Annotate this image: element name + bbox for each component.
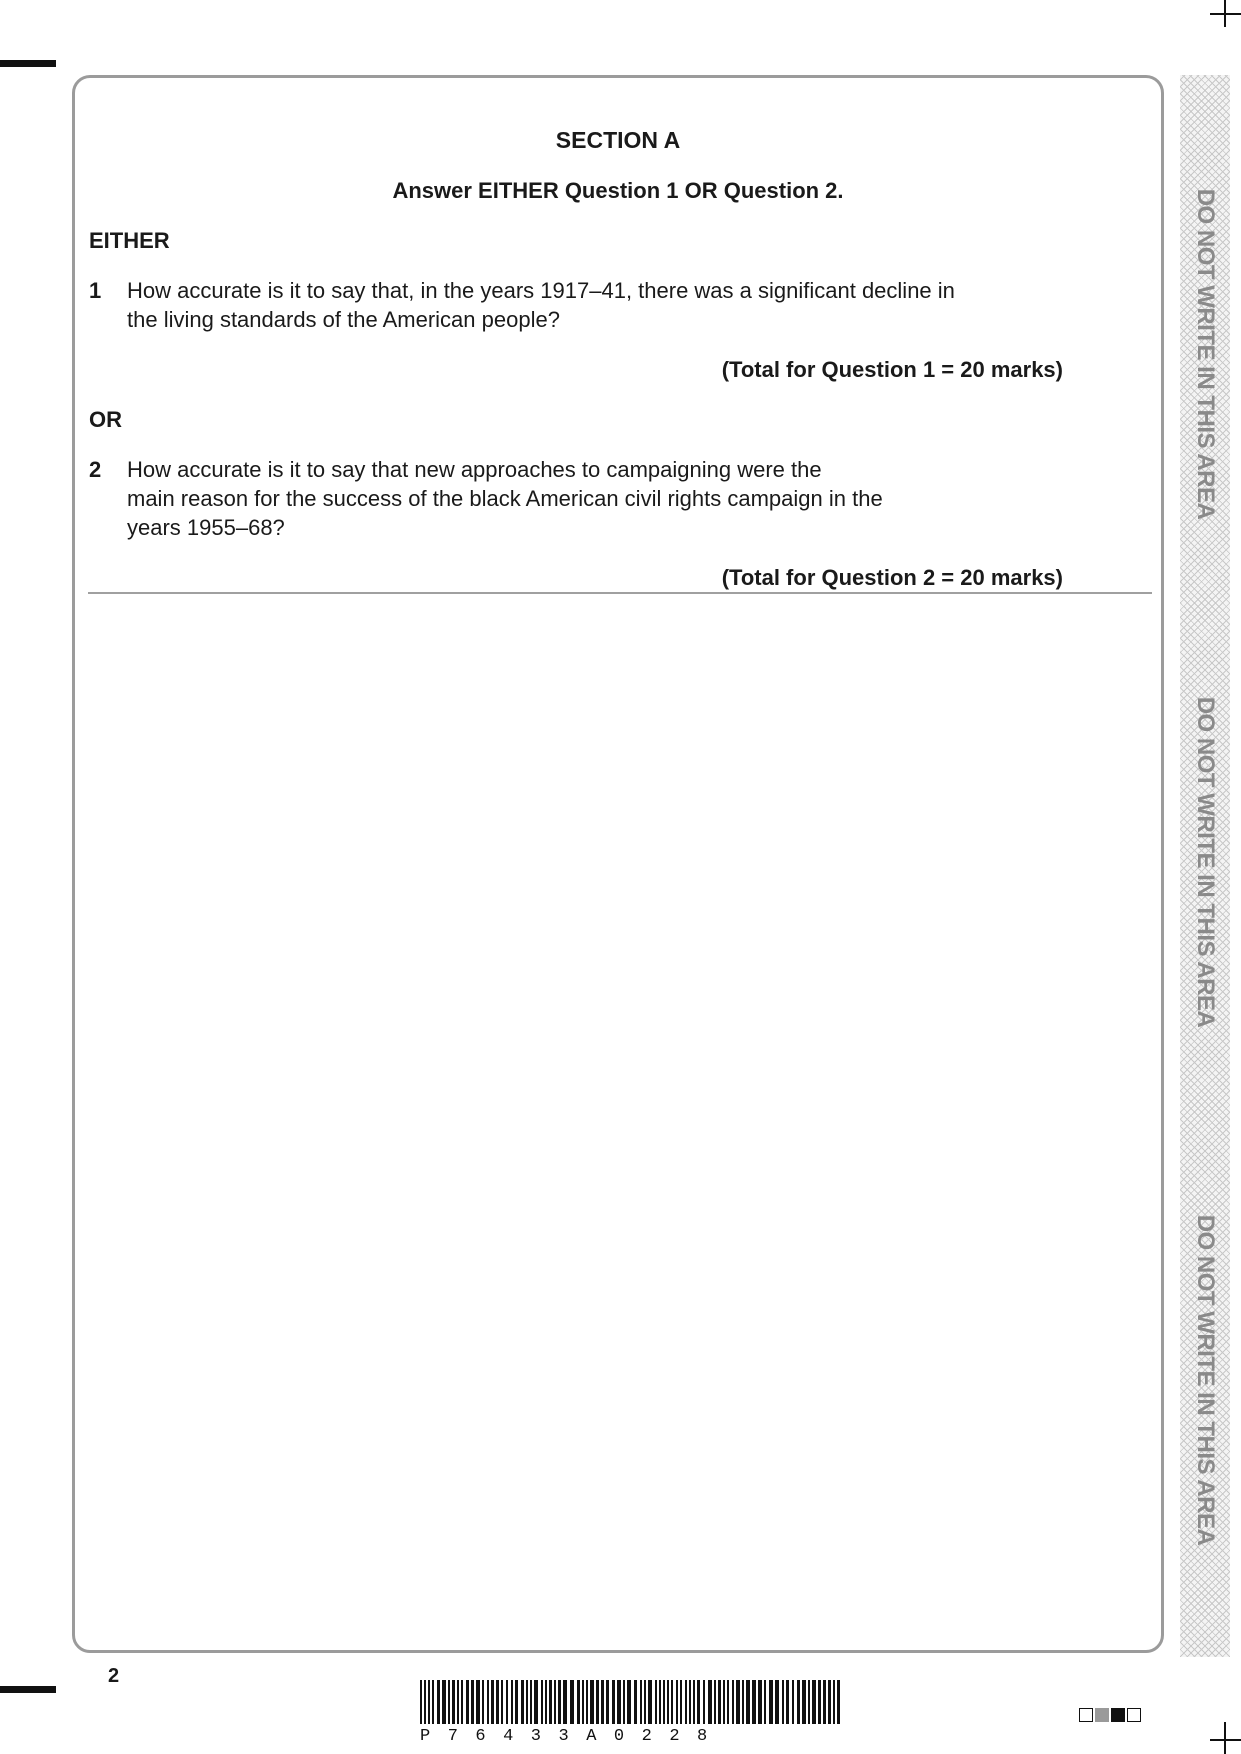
barcode-bar	[693, 1680, 695, 1724]
barcode-bar	[570, 1680, 574, 1724]
barcode-bar	[758, 1680, 762, 1724]
barcode-bar	[797, 1680, 800, 1724]
barcode-bar	[482, 1680, 484, 1724]
question-1-line-2: the living standards of the American people?	[127, 307, 560, 332]
barcode-bar	[452, 1680, 455, 1724]
barcode-bar	[558, 1680, 561, 1724]
section-divider	[88, 592, 1152, 594]
barcode-bar	[545, 1680, 547, 1724]
barcode-bar	[428, 1680, 430, 1724]
barcode-bar	[617, 1680, 621, 1724]
barcode-bar	[577, 1680, 580, 1724]
barcode-bar	[676, 1680, 678, 1724]
crop-mark-bottom-left	[0, 1686, 56, 1693]
barcode-bar	[526, 1680, 528, 1724]
crop-mark-top-right-vertical	[1224, 0, 1226, 27]
crop-mark-top-left	[0, 60, 56, 67]
barcode-bar	[655, 1680, 657, 1724]
barcode-bar	[466, 1680, 469, 1724]
barcode-bar	[511, 1680, 513, 1724]
barcode-bar	[471, 1680, 474, 1724]
question-1-line-1: How accurate is it to say that, in the years 1917–41, there was a significant decline in	[127, 278, 955, 303]
barcode-bar	[685, 1680, 687, 1724]
barcode-bar	[541, 1680, 543, 1724]
barcode	[420, 1680, 844, 1724]
barcode-bar	[659, 1680, 661, 1724]
barcode-bar	[457, 1680, 459, 1724]
barcode-bar	[818, 1680, 821, 1724]
barcode-bar	[515, 1680, 518, 1724]
barcode-bar	[792, 1680, 794, 1724]
barcode-bar	[764, 1680, 766, 1724]
barcode-bar	[742, 1680, 744, 1724]
barcode-text: P76433A0228	[420, 1727, 725, 1746]
indicator-square-3	[1111, 1708, 1125, 1722]
barcode-bar	[521, 1680, 524, 1724]
barcode-bar	[506, 1680, 508, 1724]
barcode-bar	[837, 1680, 840, 1724]
indicator-square-2	[1095, 1708, 1109, 1722]
question-2-number: 2	[89, 457, 102, 482]
indicator-square-1	[1079, 1708, 1093, 1722]
barcode-bar	[487, 1680, 489, 1724]
barcode-bar	[718, 1680, 721, 1724]
barcode-bar	[775, 1680, 779, 1724]
barcode-bar	[769, 1680, 773, 1724]
barcode-bar	[648, 1680, 652, 1724]
page-indicator-squares	[1079, 1708, 1141, 1722]
barcode-bar	[644, 1680, 646, 1724]
crop-mark-bottom-right-vertical	[1224, 1722, 1226, 1754]
barcode-bar	[612, 1680, 615, 1724]
barcode-bar	[496, 1680, 499, 1724]
barcode-bar	[823, 1680, 826, 1724]
barcode-bar	[727, 1680, 729, 1724]
barcode-bar	[476, 1680, 480, 1724]
margin-warning-text-3: DO NOT WRITE IN THIS AREA	[1192, 1214, 1219, 1546]
barcode-bar	[689, 1680, 691, 1724]
barcode-bar	[448, 1680, 450, 1724]
indicator-square-4	[1127, 1708, 1141, 1722]
barcode-bar	[601, 1680, 604, 1724]
barcode-bar	[746, 1680, 750, 1724]
barcode-bar	[833, 1680, 835, 1724]
margin-warning-text-2: DO NOT WRITE IN THIS AREA	[1192, 696, 1219, 1028]
barcode-bar	[627, 1680, 631, 1724]
barcode-bar	[708, 1680, 712, 1724]
barcode-bar	[782, 1680, 784, 1724]
barcode-bar	[671, 1680, 673, 1724]
barcode-bar	[703, 1680, 705, 1724]
barcode-bar	[752, 1680, 756, 1724]
barcode-bar	[663, 1680, 665, 1724]
or-label: OR	[89, 407, 122, 432]
either-label: EITHER	[89, 228, 170, 253]
barcode-bar	[786, 1680, 789, 1724]
barcode-bar	[808, 1680, 810, 1724]
barcode-bar	[590, 1680, 594, 1724]
barcode-bar	[534, 1680, 538, 1724]
barcode-bar	[828, 1680, 831, 1724]
barcode-bar	[582, 1680, 584, 1724]
barcode-bar	[432, 1680, 434, 1724]
question-2-line-1: How accurate is it to say that new approaches to campaigning were the	[127, 457, 822, 482]
question-2-text	[127, 455, 967, 542]
barcode-bar	[461, 1680, 463, 1724]
barcode-bar	[606, 1680, 609, 1724]
question-1-marks: (Total for Question 1 = 20 marks)	[721, 357, 1063, 382]
barcode-bar	[634, 1680, 637, 1724]
barcode-bar	[437, 1680, 440, 1724]
barcode-bar	[697, 1680, 700, 1724]
barcode-bar	[736, 1680, 740, 1724]
barcode-bar	[623, 1680, 625, 1724]
margin-warning-text-1: DO NOT WRITE IN THIS AREA	[1192, 188, 1219, 520]
question-2-line-3: years 1955–68?	[127, 515, 285, 540]
section-title: SECTION A	[555, 127, 681, 153]
barcode-bar	[491, 1680, 494, 1724]
barcode-bar	[680, 1680, 682, 1724]
barcode-bar	[812, 1680, 816, 1724]
barcode-bar	[563, 1680, 567, 1724]
barcode-bar	[420, 1680, 422, 1724]
barcode-bar	[714, 1680, 716, 1724]
barcode-bar	[667, 1680, 669, 1724]
question-2-line-2: main reason for the success of the black American civil rights campaign in the	[127, 486, 883, 511]
barcode-bar	[640, 1680, 642, 1724]
page-number: 2	[108, 1665, 120, 1687]
question-1-number: 1	[89, 278, 102, 303]
barcode-bar	[586, 1680, 588, 1724]
barcode-bar	[442, 1680, 446, 1724]
barcode-bar	[549, 1680, 552, 1724]
barcode-bar	[732, 1680, 734, 1724]
barcode-bar	[802, 1680, 806, 1724]
barcode-bar	[723, 1680, 725, 1724]
barcode-bar	[554, 1680, 556, 1724]
barcode-bar	[596, 1680, 599, 1724]
question-2-marks: (Total for Question 2 = 20 marks)	[721, 565, 1063, 590]
barcode-bar	[530, 1680, 532, 1724]
question-1-text	[127, 276, 1027, 334]
barcode-bar	[501, 1680, 503, 1724]
section-instruction: Answer EITHER Question 1 OR Question 2.	[392, 178, 844, 203]
barcode-bar	[424, 1680, 426, 1724]
